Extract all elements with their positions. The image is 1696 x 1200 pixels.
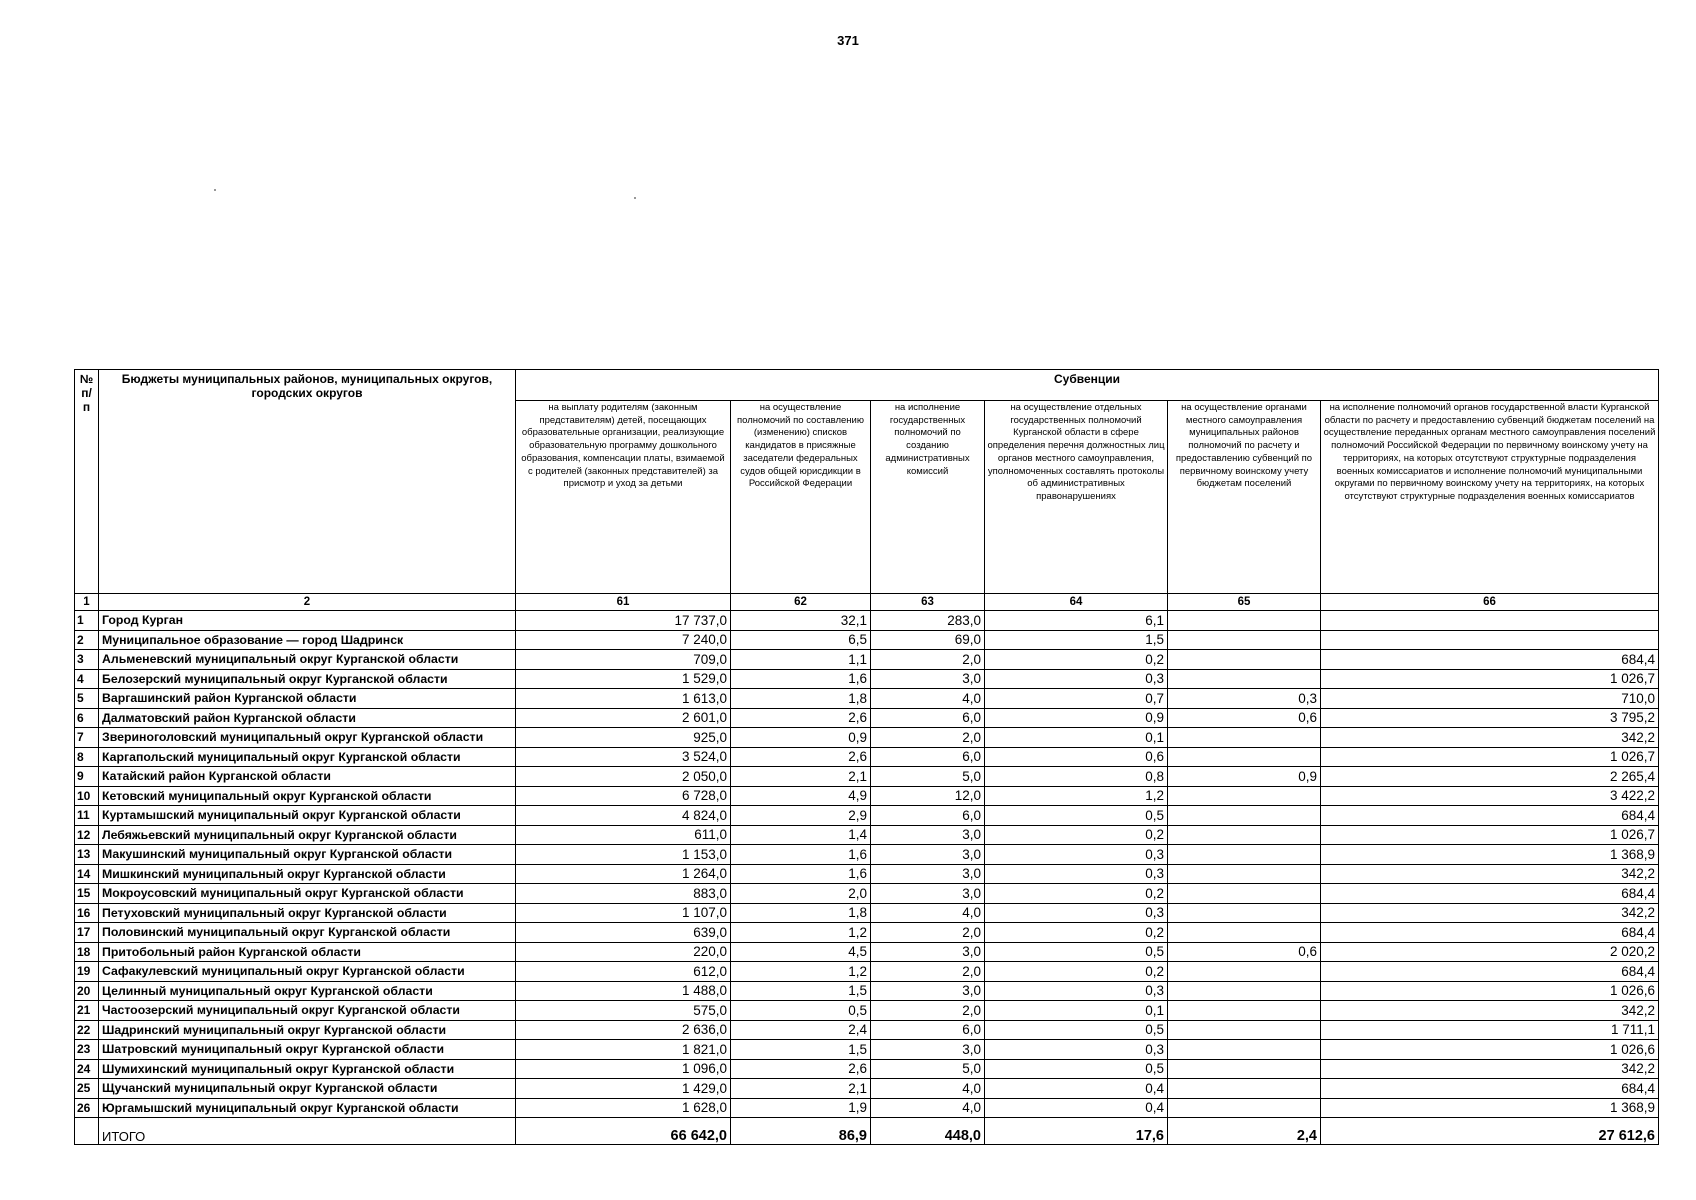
value-cell-61: 883,0 (516, 884, 731, 904)
budget-name: Сафакулевский муниципальный округ Курганской области (99, 962, 516, 982)
table-row (75, 650, 1659, 670)
value-cell-61: 1 264,0 (516, 864, 731, 884)
col-index: 61 (516, 594, 731, 611)
value-cell-64: 0,5 (985, 806, 1168, 826)
value-cell-66: 1 026,6 (1321, 1040, 1659, 1060)
value-cell-64: 0,3 (985, 845, 1168, 865)
col-header-61: на выплату родителям (законным представителям) детей, посещающих образовательные организации, реализующие образовательную программу дошкольного образования, компенсации платы, взимаемой с родителей (законных представителей) за присмотр и уход за детьми (516, 401, 731, 594)
value-cell-61: 925,0 (516, 728, 731, 748)
row-number: 13 (75, 845, 99, 865)
row-number: 19 (75, 962, 99, 982)
value-cell-63: 6,0 (871, 747, 985, 767)
budget-name: Мокроусовский муниципальный округ Курганской области (99, 884, 516, 904)
value-cell-63: 3,0 (871, 884, 985, 904)
value-cell-64: 1,5 (985, 630, 1168, 650)
value-cell-62: 2,0 (731, 884, 871, 904)
value-cell-64: 0,4 (985, 1079, 1168, 1099)
table-row (75, 630, 1659, 650)
table-row (75, 767, 1659, 787)
value-cell-62: 1,1 (731, 650, 871, 670)
row-number: 26 (75, 1098, 99, 1118)
value-cell-63: 3,0 (871, 981, 985, 1001)
table-row (75, 689, 1659, 709)
value-cell-61: 1 107,0 (516, 903, 731, 923)
value-cell-63: 2,0 (871, 962, 985, 982)
table-row (75, 708, 1659, 728)
value-cell-61: 3 524,0 (516, 747, 731, 767)
table-body (75, 611, 1659, 1145)
col-header-66: на исполнение полномочий органов государственной власти Курганской области по расчету и предоставлению субвенций бюджетам поселений на осуществление переданных органам местного самоуправления поселений полномочий Российской Федерации по первичному воинскому учету на территориях, на которых отсутствуют структурные подразделения военных комиссариатов и исполнение полномочий муниципальными округами по первичному воинскому учету на территориях, на которых отсутствуют структурные подразделения военных комиссариатов (1321, 401, 1659, 594)
col-header-budgets: Бюджеты муниципальных районов, муниципальных округов, городских округов (99, 370, 516, 594)
value-cell-64: 0,1 (985, 1001, 1168, 1021)
value-cell-63: 283,0 (871, 611, 985, 631)
value-cell-65 (1168, 1059, 1321, 1079)
value-cell-63: 2,0 (871, 1001, 985, 1021)
value-cell-61: 2 601,0 (516, 708, 731, 728)
value-cell-61: 66 642,0 (516, 1118, 731, 1145)
table-row (75, 864, 1659, 884)
row-number: 12 (75, 825, 99, 845)
value-cell-61: 1 529,0 (516, 669, 731, 689)
value-cell-66: 1 711,1 (1321, 1020, 1659, 1040)
value-cell-63: 69,0 (871, 630, 985, 650)
value-cell-66: 342,2 (1321, 903, 1659, 923)
value-cell-61: 1 429,0 (516, 1079, 731, 1099)
value-cell-62: 1,5 (731, 981, 871, 1001)
budget-name: Шадринский муниципальный округ Курганской области (99, 1020, 516, 1040)
budget-name: Альменевский муниципальный округ Курганской области (99, 650, 516, 670)
value-cell-64: 0,5 (985, 1059, 1168, 1079)
value-cell-64: 1,2 (985, 786, 1168, 806)
value-cell-66: 1 026,6 (1321, 981, 1659, 1001)
page-number: 371 (837, 33, 859, 48)
value-cell-63: 5,0 (871, 767, 985, 787)
value-cell-61: 709,0 (516, 650, 731, 670)
col-index: 64 (985, 594, 1168, 611)
value-cell-62: 2,6 (731, 708, 871, 728)
table-row (75, 786, 1659, 806)
row-number: 14 (75, 864, 99, 884)
value-cell-64: 0,3 (985, 1040, 1168, 1060)
row-number: 4 (75, 669, 99, 689)
value-cell-64: 17,6 (985, 1118, 1168, 1145)
value-cell-65 (1168, 747, 1321, 767)
value-cell-65 (1168, 1098, 1321, 1118)
value-cell-62: 86,9 (731, 1118, 871, 1145)
value-cell-66: 684,4 (1321, 884, 1659, 904)
value-cell-61: 639,0 (516, 923, 731, 943)
value-cell-65 (1168, 806, 1321, 826)
row-number: 6 (75, 708, 99, 728)
table-row (75, 1079, 1659, 1099)
col-header-subventions: Субвенции (516, 370, 1659, 401)
value-cell-61: 1 488,0 (516, 981, 731, 1001)
row-number: 11 (75, 806, 99, 826)
value-cell-66: 27 612,6 (1321, 1118, 1659, 1145)
table-row (75, 903, 1659, 923)
value-cell-62: 2,9 (731, 806, 871, 826)
value-cell-64: 0,1 (985, 728, 1168, 748)
value-cell-62: 32,1 (731, 611, 871, 631)
value-cell-65 (1168, 864, 1321, 884)
value-cell-65 (1168, 1020, 1321, 1040)
value-cell-65 (1168, 1001, 1321, 1021)
value-cell-64: 0,3 (985, 669, 1168, 689)
value-cell-65: 2,4 (1168, 1118, 1321, 1145)
table-row (75, 825, 1659, 845)
value-cell-64: 0,3 (985, 981, 1168, 1001)
value-cell-65 (1168, 1079, 1321, 1099)
value-cell-62: 2,1 (731, 1079, 871, 1099)
value-cell-66: 342,2 (1321, 1001, 1659, 1021)
value-cell-66: 1 026,7 (1321, 669, 1659, 689)
table-row (75, 884, 1659, 904)
row-number (75, 1118, 99, 1145)
row-number: 15 (75, 884, 99, 904)
table-row (75, 747, 1659, 767)
value-cell-66: 342,2 (1321, 728, 1659, 748)
col-index: 63 (871, 594, 985, 611)
total-row (75, 1118, 1659, 1145)
table-row (75, 962, 1659, 982)
budget-name: Варгашинский район Курганской области (99, 689, 516, 709)
table-row (75, 669, 1659, 689)
budget-name: Шумихинский муниципальный округ Курганской области (99, 1059, 516, 1079)
col-index: 62 (731, 594, 871, 611)
value-cell-66 (1321, 630, 1659, 650)
row-number: 16 (75, 903, 99, 923)
value-cell-62: 1,2 (731, 962, 871, 982)
value-cell-64: 0,3 (985, 903, 1168, 923)
col-index: 66 (1321, 594, 1659, 611)
budget-name: Петуховский муниципальный округ Курганской области (99, 903, 516, 923)
value-cell-61: 4 824,0 (516, 806, 731, 826)
scan-speck (634, 197, 636, 199)
value-cell-66: 1 368,9 (1321, 845, 1659, 865)
col-header-63: на исполнение государственных полномочий по созданию административных комиссий (871, 401, 985, 594)
table-row (75, 923, 1659, 943)
value-cell-64: 0,7 (985, 689, 1168, 709)
col-index: 1 (75, 594, 99, 611)
value-cell-61: 1 821,0 (516, 1040, 731, 1060)
value-cell-65 (1168, 669, 1321, 689)
value-cell-62: 1,6 (731, 845, 871, 865)
table-row (75, 942, 1659, 962)
value-cell-61: 611,0 (516, 825, 731, 845)
value-cell-65: 0,3 (1168, 689, 1321, 709)
value-cell-65 (1168, 786, 1321, 806)
value-cell-64: 0,2 (985, 884, 1168, 904)
value-cell-61: 1 613,0 (516, 689, 731, 709)
budget-name: Половинский муниципальный округ Курганской области (99, 923, 516, 943)
col-header-65: на осуществление органами местного самоуправления муниципальных районов полномочий по расчету и предоставлению субвенций по первичному воинскому учету бюджетам поселений (1168, 401, 1321, 594)
value-cell-65 (1168, 728, 1321, 748)
budget-name: Щучанский муниципальный округ Курганской области (99, 1079, 516, 1099)
value-cell-65 (1168, 611, 1321, 631)
value-cell-62: 1,5 (731, 1040, 871, 1060)
value-cell-64: 0,2 (985, 923, 1168, 943)
value-cell-61: 17 737,0 (516, 611, 731, 631)
budget-name: Каргапольский муниципальный округ Курганской области (99, 747, 516, 767)
value-cell-62: 0,9 (731, 728, 871, 748)
scan-speck (214, 189, 216, 191)
value-cell-66: 342,2 (1321, 1059, 1659, 1079)
value-cell-61: 1 096,0 (516, 1059, 731, 1079)
value-cell-65 (1168, 1040, 1321, 1060)
value-cell-65 (1168, 923, 1321, 943)
value-cell-65: 0,9 (1168, 767, 1321, 787)
value-cell-62: 2,6 (731, 1059, 871, 1079)
row-number: 8 (75, 747, 99, 767)
value-cell-62: 1,8 (731, 689, 871, 709)
value-cell-66: 684,4 (1321, 650, 1659, 670)
table-row (75, 1020, 1659, 1040)
value-cell-63: 3,0 (871, 669, 985, 689)
row-number: 23 (75, 1040, 99, 1060)
value-cell-63: 5,0 (871, 1059, 985, 1079)
value-cell-63: 6,0 (871, 806, 985, 826)
value-cell-63: 2,0 (871, 728, 985, 748)
budget-name: Целинный муниципальный округ Курганской области (99, 981, 516, 1001)
value-cell-66: 3 795,2 (1321, 708, 1659, 728)
value-cell-65 (1168, 650, 1321, 670)
value-cell-61: 575,0 (516, 1001, 731, 1021)
value-cell-62: 0,5 (731, 1001, 871, 1021)
budget-name: Город Курган (99, 611, 516, 631)
value-cell-63: 4,0 (871, 1098, 985, 1118)
budget-name: Далматовский район Курганской области (99, 708, 516, 728)
budget-name: Лебяжьевский муниципальный округ Курганской области (99, 825, 516, 845)
row-number: 7 (75, 728, 99, 748)
table-row (75, 1040, 1659, 1060)
table-row (75, 1001, 1659, 1021)
table-row (75, 981, 1659, 1001)
value-cell-63: 2,0 (871, 650, 985, 670)
row-number: 24 (75, 1059, 99, 1079)
budget-name: Частоозерский муниципальный округ Курганской области (99, 1001, 516, 1021)
value-cell-61: 1 628,0 (516, 1098, 731, 1118)
value-cell-66: 1 026,7 (1321, 747, 1659, 767)
subventions-table (74, 369, 1659, 1145)
value-cell-64: 0,5 (985, 942, 1168, 962)
value-cell-66: 342,2 (1321, 864, 1659, 884)
value-cell-62: 1,8 (731, 903, 871, 923)
value-cell-65 (1168, 884, 1321, 904)
value-cell-66: 684,4 (1321, 806, 1659, 826)
value-cell-62: 1,6 (731, 864, 871, 884)
table-row (75, 806, 1659, 826)
value-cell-63: 3,0 (871, 825, 985, 845)
value-cell-61: 7 240,0 (516, 630, 731, 650)
value-cell-64: 0,9 (985, 708, 1168, 728)
col-header-64: на осуществление отдельных государственных полномочий Курганской области в сфере определения перечня должностных лиц органов местного самоуправления, уполномоченных составлять протоколы об административных правонарушениях (985, 401, 1168, 594)
row-number: 25 (75, 1079, 99, 1099)
value-cell-65: 0,6 (1168, 708, 1321, 728)
budget-name: Мишкинский муниципальный округ Курганской области (99, 864, 516, 884)
budget-name: Юргамышский муниципальный округ Курганской области (99, 1098, 516, 1118)
value-cell-61: 220,0 (516, 942, 731, 962)
value-cell-66: 2 265,4 (1321, 767, 1659, 787)
col-index: 65 (1168, 594, 1321, 611)
value-cell-62: 1,4 (731, 825, 871, 845)
value-cell-65 (1168, 962, 1321, 982)
budget-name: Шатровский муниципальный округ Курганской области (99, 1040, 516, 1060)
value-cell-66: 684,4 (1321, 923, 1659, 943)
value-cell-65 (1168, 825, 1321, 845)
value-cell-61: 2 050,0 (516, 767, 731, 787)
table-row (75, 845, 1659, 865)
value-cell-62: 6,5 (731, 630, 871, 650)
value-cell-63: 3,0 (871, 845, 985, 865)
value-cell-65: 0,6 (1168, 942, 1321, 962)
value-cell-61: 2 636,0 (516, 1020, 731, 1040)
value-cell-66: 684,4 (1321, 962, 1659, 982)
value-cell-65 (1168, 903, 1321, 923)
value-cell-64: 0,2 (985, 825, 1168, 845)
value-cell-64: 0,5 (985, 1020, 1168, 1040)
value-cell-66: 3 422,2 (1321, 786, 1659, 806)
value-cell-63: 6,0 (871, 1020, 985, 1040)
value-cell-64: 0,3 (985, 864, 1168, 884)
value-cell-61: 612,0 (516, 962, 731, 982)
value-cell-63: 4,0 (871, 1079, 985, 1099)
budget-name: Кетовский муниципальный округ Курганской области (99, 786, 516, 806)
budget-name: Катайский район Курганской области (99, 767, 516, 787)
row-number: 1 (75, 611, 99, 631)
value-cell-64: 0,6 (985, 747, 1168, 767)
row-number: 21 (75, 1001, 99, 1021)
value-cell-64: 0,4 (985, 1098, 1168, 1118)
value-cell-66: 1 368,9 (1321, 1098, 1659, 1118)
budget-name: ИТОГО (99, 1118, 516, 1145)
value-cell-64: 0,2 (985, 962, 1168, 982)
value-cell-63: 6,0 (871, 708, 985, 728)
value-cell-64: 0,8 (985, 767, 1168, 787)
value-cell-65 (1168, 845, 1321, 865)
col-index: 2 (99, 594, 516, 611)
row-number: 20 (75, 981, 99, 1001)
budget-name: Куртамышский муниципальный округ Курганской области (99, 806, 516, 826)
table-row (75, 1098, 1659, 1118)
row-number: 5 (75, 689, 99, 709)
value-cell-63: 448,0 (871, 1118, 985, 1145)
value-cell-61: 6 728,0 (516, 786, 731, 806)
value-cell-65 (1168, 981, 1321, 1001)
value-cell-66: 2 020,2 (1321, 942, 1659, 962)
row-number: 10 (75, 786, 99, 806)
value-cell-66: 710,0 (1321, 689, 1659, 709)
value-cell-66: 1 026,7 (1321, 825, 1659, 845)
value-cell-62: 1,6 (731, 669, 871, 689)
value-cell-61: 1 153,0 (516, 845, 731, 865)
value-cell-62: 4,9 (731, 786, 871, 806)
value-cell-64: 6,1 (985, 611, 1168, 631)
value-cell-63: 3,0 (871, 942, 985, 962)
value-cell-63: 12,0 (871, 786, 985, 806)
row-number: 22 (75, 1020, 99, 1040)
row-number: 17 (75, 923, 99, 943)
row-number: 3 (75, 650, 99, 670)
table-row (75, 611, 1659, 631)
value-cell-65 (1168, 630, 1321, 650)
value-cell-63: 2,0 (871, 923, 985, 943)
value-cell-66: 684,4 (1321, 1079, 1659, 1099)
budget-name: Муниципальное образование — город Шадринск (99, 630, 516, 650)
row-number: 9 (75, 767, 99, 787)
budget-name: Притобольный район Курганской области (99, 942, 516, 962)
budget-name: Макушинский муниципальный округ Курганской области (99, 845, 516, 865)
table-row (75, 1059, 1659, 1079)
value-cell-63: 4,0 (871, 903, 985, 923)
value-cell-62: 1,2 (731, 923, 871, 943)
value-cell-63: 3,0 (871, 864, 985, 884)
value-cell-62: 2,4 (731, 1020, 871, 1040)
value-cell-62: 4,5 (731, 942, 871, 962)
value-cell-64: 0,2 (985, 650, 1168, 670)
col-header-number: № п/п (75, 370, 99, 594)
row-number: 2 (75, 630, 99, 650)
budget-name: Белозерский муниципальный округ Курганской области (99, 669, 516, 689)
value-cell-62: 1,9 (731, 1098, 871, 1118)
value-cell-66 (1321, 611, 1659, 631)
value-cell-62: 2,6 (731, 747, 871, 767)
col-header-62: на осуществление полномочий по составлению (изменению) списков кандидатов в присяжные заседатели федеральных судов общей юрисдикции в Российской Федерации (731, 401, 871, 594)
budget-name: Звериноголовский муниципальный округ Курганской области (99, 728, 516, 748)
table-row (75, 728, 1659, 748)
value-cell-63: 3,0 (871, 1040, 985, 1060)
value-cell-63: 4,0 (871, 689, 985, 709)
value-cell-62: 2,1 (731, 767, 871, 787)
row-number: 18 (75, 942, 99, 962)
